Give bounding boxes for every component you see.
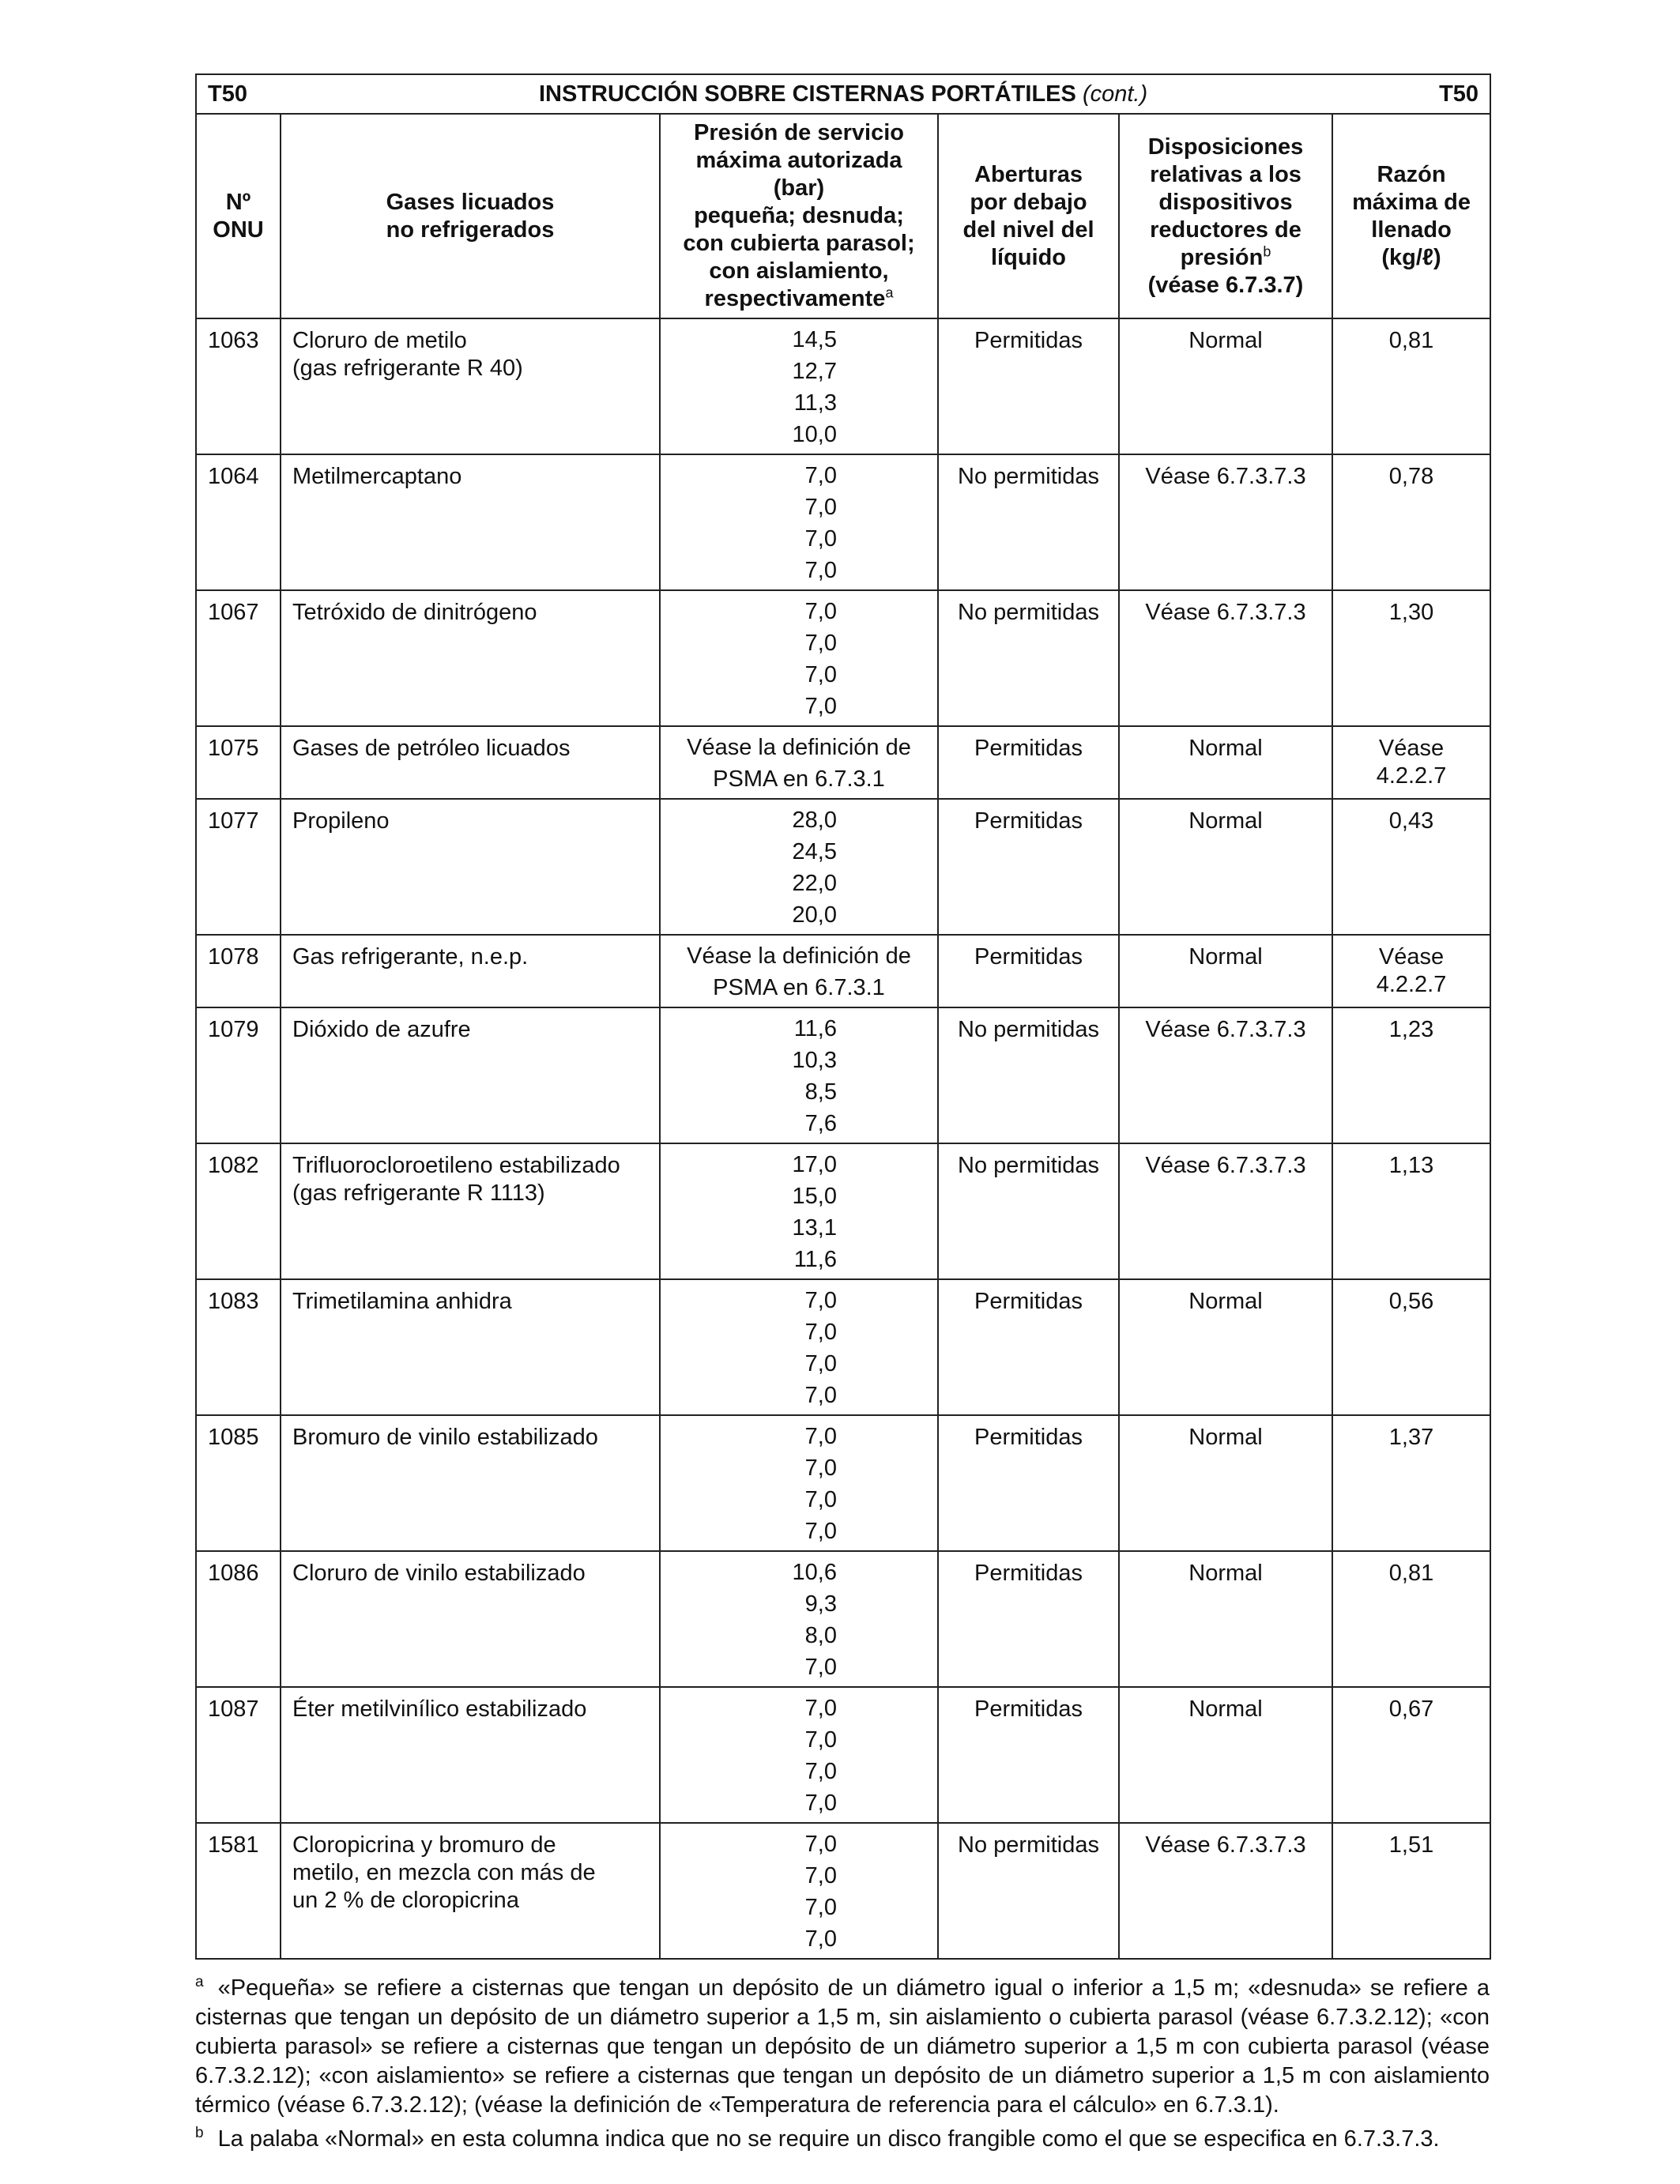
pressure-value: 7,0 [804, 1655, 837, 1680]
openings-cell [938, 1823, 1119, 1959]
table-row [196, 1279, 1490, 1415]
fill-ratio-cell [1332, 318, 1490, 454]
pressure-value: 7,0 [804, 1863, 837, 1888]
openings-value: No permitidas [958, 464, 1099, 489]
fill-ratio-value: Véase [1378, 736, 1445, 761]
openings-cell [938, 1007, 1119, 1143]
table-row [196, 1007, 1490, 1143]
pressure-note-line: Véase la definición de [687, 735, 911, 760]
openings-cell [938, 454, 1119, 590]
substance-name-line: Propileno [292, 808, 390, 834]
fill-ratio-value: 1,23 [1388, 1017, 1434, 1042]
pressure-cell [660, 1823, 938, 1959]
pressure-value: 20,0 [792, 902, 837, 928]
un-number: 1085 [208, 1425, 259, 1450]
pressure-cell [660, 590, 938, 726]
col-header-openings: Aberturas por debajo del nivel del líquido [938, 114, 1119, 318]
fill-ratio-cell [1332, 935, 1490, 1007]
pressure-value: 11,6 [793, 1247, 837, 1272]
un-number: 1086 [208, 1561, 259, 1586]
relief-cell [1119, 454, 1332, 590]
pressure-value: 7,0 [804, 631, 837, 656]
fill-ratio-cell [1332, 1823, 1490, 1959]
relief-value: Véase 6.7.3.7.3 [1145, 1017, 1306, 1042]
footnote-ref-a: a [885, 284, 894, 301]
relief-value: Véase 6.7.3.7.3 [1145, 1832, 1306, 1858]
pressure-value: 7,0 [804, 662, 837, 687]
pressure-note-line: Véase la definición de [687, 943, 911, 969]
un-number: 1082 [208, 1153, 259, 1178]
pressure-cell [660, 454, 938, 590]
un-number: 1078 [208, 944, 259, 970]
fill-ratio-value: 0,43 [1388, 808, 1434, 834]
document-page [195, 73, 1490, 2154]
pressure-cell [660, 1007, 938, 1143]
un-number-cell [196, 1007, 281, 1143]
pressure-value: 8,0 [804, 1623, 837, 1648]
substance-name-line: (gas refrigerante R 1113) [292, 1180, 545, 1206]
code-left: T50 [208, 81, 247, 107]
pressure-value: 9,3 [804, 1591, 837, 1617]
substance-name-line: Cloruro de metilo [292, 328, 467, 353]
substance-name-cell [281, 1007, 660, 1143]
un-number: 1581 [208, 1832, 259, 1858]
pressure-value: 7,0 [804, 463, 837, 488]
un-number: 1079 [208, 1017, 259, 1042]
substance-name-line: un 2 % de cloropicrina [292, 1888, 519, 1913]
openings-value: Permitidas [974, 1561, 1083, 1586]
substance-name-line: Trimetilamina anhidra [292, 1289, 512, 1314]
pressure-value: 7,0 [804, 1351, 837, 1376]
relief-value: Véase 6.7.3.7.3 [1145, 600, 1306, 625]
relief-cell [1119, 1823, 1332, 1959]
relief-value: Véase 6.7.3.7.3 [1145, 464, 1306, 489]
fill-ratio-cell [1332, 726, 1490, 799]
fill-ratio-value: 0,81 [1388, 1561, 1434, 1586]
fill-ratio-value: 0,67 [1388, 1696, 1434, 1722]
col-header-relief: Disposiciones relativas a los dispositivos reductores de presión$^b$ (véase 6.7.3.7) [1119, 114, 1332, 318]
fill-ratio-value: 4.2.2.7 [1376, 763, 1447, 789]
openings-value: Permitidas [974, 944, 1083, 970]
relief-value: Véase 6.7.3.7.3 [1145, 1153, 1306, 1178]
table-row [196, 1143, 1490, 1279]
pressure-cell [660, 1415, 938, 1551]
table-row [196, 726, 1490, 799]
table-row [196, 454, 1490, 590]
un-number-cell [196, 726, 281, 799]
footnote-ref-b: b [1263, 243, 1271, 259]
substance-name-line: Cloruro de vinilo estabilizado [292, 1561, 586, 1586]
relief-value: Normal [1188, 1561, 1263, 1586]
pressure-value: 7,0 [804, 1727, 837, 1753]
footnotes [195, 1974, 1490, 2154]
relief-value: Normal [1188, 1289, 1263, 1314]
substance-name-cell [281, 454, 660, 590]
relief-value: Normal [1188, 808, 1263, 834]
pressure-cell [660, 1279, 938, 1415]
table-row [196, 318, 1490, 454]
pressure-value: 7,0 [804, 1832, 837, 1857]
pressure-value: 7,0 [804, 1895, 837, 1920]
un-number-cell [196, 1823, 281, 1959]
table-row [196, 1415, 1490, 1551]
pressure-value: 15,0 [792, 1184, 837, 1209]
pressure-cell [660, 1687, 938, 1823]
pressure-value: 7,0 [804, 694, 837, 719]
pressure-value: 11,3 [793, 390, 837, 416]
pressure-cell [660, 1143, 938, 1279]
openings-value: No permitidas [958, 1017, 1099, 1042]
substance-name-line: Trifluorocloroetileno estabilizado [292, 1153, 620, 1178]
pressure-value: 7,0 [804, 1424, 837, 1449]
un-number-cell [196, 318, 281, 454]
openings-cell [938, 1415, 1119, 1551]
openings-value: Permitidas [974, 808, 1083, 834]
fill-ratio-value: 1,30 [1388, 600, 1434, 625]
pressure-value: 13,1 [792, 1215, 837, 1241]
substance-name-cell [281, 590, 660, 726]
fill-ratio-cell [1332, 590, 1490, 726]
title-suffix: (cont.) [1082, 81, 1148, 107]
pressure-note-line: PSMA en 6.7.3.1 [713, 766, 885, 792]
substance-name-cell [281, 1551, 660, 1687]
openings-value: No permitidas [958, 600, 1099, 625]
relief-cell [1119, 1687, 1332, 1823]
substance-name-cell [281, 726, 660, 799]
un-number: 1067 [208, 600, 259, 625]
col-header-un: Nº ONU [196, 114, 281, 318]
openings-cell [938, 799, 1119, 935]
relief-cell [1119, 1143, 1332, 1279]
fill-ratio-cell [1332, 454, 1490, 590]
table-title: INSTRUCCIÓN SOBRE CISTERNAS PORTÁTILES (cont.) [538, 81, 1148, 107]
col-header-pressure: Presión de servicio máxima autorizada (bar) pequeña; desnuda; con cubierta parasol; con aislamiento, respectivamente$^a$ [660, 114, 938, 318]
pressure-value: 24,5 [792, 839, 837, 864]
fill-ratio-value: 0,81 [1388, 328, 1434, 353]
footnote-text: «Pequeña» se refiere a cisternas que tengan un depósito de un diámetro igual o inferior a 1,5 m; «desnuda» se refiere a cisternas que tengan un depósito de un diámetro superior a 1,5 m, sin aislamiento o cubierta parasol (véase 6.7.3.2.12); «con cubierta parasol» se refiere a cisternas que tengan un depósito de un diámetro superior a 1,5 m con cubierta parasol (véase 6.7.3.2.12); «con aislamiento» se refiere a cisternas que tengan un depósito de un diámetro superior a 1,5 m con aislamiento térmico (véase 6.7.3.2.12); (véase la definición de «Temperatura de referencia para el cálculo» en 6.7.3.1). [195, 1975, 1490, 2118]
pressure-cell [660, 1551, 938, 1687]
col-header-name: Gases licuados no refrigerados [281, 114, 660, 318]
pressure-value: 17,0 [792, 1152, 837, 1177]
footnote-a [195, 1974, 1490, 2120]
fill-ratio-value: 1,13 [1388, 1153, 1434, 1178]
footnote-mark: a [195, 1974, 204, 1991]
fill-ratio-cell [1332, 1143, 1490, 1279]
pressure-cell [660, 726, 938, 799]
pressure-value: 7,0 [804, 1383, 837, 1408]
substance-name-cell [281, 1687, 660, 1823]
pressure-value: 7,0 [804, 495, 837, 520]
openings-cell [938, 1279, 1119, 1415]
fill-ratio-cell [1332, 1687, 1490, 1823]
substance-name-line: metilo, en mezcla con más de [292, 1860, 596, 1885]
fill-ratio-cell [1332, 1279, 1490, 1415]
relief-value: Normal [1188, 1425, 1263, 1450]
substance-name-cell [281, 935, 660, 1007]
openings-value: Permitidas [974, 1289, 1083, 1314]
pressure-value: 7,0 [804, 558, 837, 583]
cisternas-table [195, 73, 1491, 1960]
footnote-text: La palaba «Normal» en esta columna indica que no se require un disco frangible como el que se especifica en 6.7.3.7.3. [217, 2126, 1440, 2152]
code-right: T50 [1439, 81, 1479, 107]
substance-name-cell [281, 1279, 660, 1415]
pressure-value: 7,0 [804, 1759, 837, 1784]
substance-name-line: Tetróxido de dinitrógeno [292, 600, 537, 625]
pressure-value: 10,6 [792, 1560, 837, 1585]
footnote-b [195, 2125, 1490, 2154]
un-number: 1075 [208, 736, 259, 761]
pressure-value: 7,0 [804, 1487, 837, 1512]
openings-value: Permitidas [974, 1425, 1083, 1450]
openings-value: Permitidas [974, 1696, 1083, 1722]
table-row [196, 1687, 1490, 1823]
pressure-value: 28,0 [792, 808, 837, 833]
table-row [196, 1823, 1490, 1959]
relief-value: Normal [1188, 736, 1263, 761]
un-number-cell [196, 1279, 281, 1415]
openings-value: Permitidas [974, 736, 1083, 761]
table-body [196, 318, 1490, 1959]
substance-name-cell [281, 318, 660, 454]
un-number: 1077 [208, 808, 259, 834]
un-number-cell [196, 935, 281, 1007]
substance-name-line: Gas refrigerante, n.e.p. [292, 944, 529, 970]
pressure-note-line: PSMA en 6.7.3.1 [713, 975, 885, 1000]
fill-ratio-cell [1332, 1007, 1490, 1143]
pressure-value: 8,5 [804, 1079, 837, 1105]
un-number-cell [196, 799, 281, 935]
un-number: 1087 [208, 1696, 259, 1722]
substance-name-line: Dióxido de azufre [292, 1017, 471, 1042]
fill-ratio-value: 1,51 [1388, 1832, 1434, 1858]
substance-name-line: Cloropicrina y bromuro de [292, 1832, 556, 1858]
pressure-value: 12,7 [792, 359, 837, 384]
relief-cell [1119, 1415, 1332, 1551]
pressure-value: 7,0 [804, 1696, 837, 1721]
fill-ratio-value: 0,56 [1388, 1289, 1434, 1314]
footnote-mark: b [195, 2125, 204, 2142]
openings-cell [938, 590, 1119, 726]
substance-name-line: Gases de petróleo licuados [292, 736, 571, 761]
relief-cell [1119, 590, 1332, 726]
fill-ratio-value: 1,37 [1388, 1425, 1434, 1450]
un-number-cell [196, 1143, 281, 1279]
relief-cell [1119, 726, 1332, 799]
fill-ratio-value: Véase [1378, 944, 1445, 970]
table-row [196, 799, 1490, 935]
pressure-value: 7,0 [804, 1519, 837, 1544]
substance-name-cell [281, 1823, 660, 1959]
pressure-cell [660, 935, 938, 1007]
openings-cell [938, 1551, 1119, 1687]
un-number-cell [196, 454, 281, 590]
fill-ratio-value: 4.2.2.7 [1376, 972, 1447, 997]
column-header-row [196, 114, 1490, 318]
pressure-cell [660, 318, 938, 454]
pressure-value: 7,0 [804, 1791, 837, 1816]
table-row [196, 935, 1490, 1007]
relief-value: Normal [1188, 328, 1263, 353]
relief-cell [1119, 935, 1332, 1007]
un-number: 1083 [208, 1289, 259, 1314]
un-number-cell [196, 1415, 281, 1551]
relief-cell [1119, 1007, 1332, 1143]
table-title-row [196, 74, 1490, 114]
openings-cell [938, 1687, 1119, 1823]
openings-cell [938, 318, 1119, 454]
pressure-value: 7,0 [804, 1288, 837, 1313]
pressure-value: 7,0 [804, 526, 837, 552]
fill-ratio-value: 0,78 [1388, 464, 1434, 489]
table-row [196, 590, 1490, 726]
un-number: 1063 [208, 328, 259, 353]
openings-value: No permitidas [958, 1153, 1099, 1178]
pressure-cell [660, 799, 938, 935]
fill-ratio-cell [1332, 1551, 1490, 1687]
relief-cell [1119, 799, 1332, 935]
un-number-cell [196, 1687, 281, 1823]
pressure-value: 10,0 [792, 422, 837, 447]
openings-value: Permitidas [974, 328, 1083, 353]
relief-cell [1119, 1279, 1332, 1415]
pressure-value: 14,5 [792, 327, 837, 352]
pressure-value: 7,0 [804, 1455, 837, 1481]
pressure-value: 10,3 [792, 1048, 837, 1073]
openings-cell [938, 726, 1119, 799]
un-number-cell [196, 1551, 281, 1687]
substance-name-cell [281, 1143, 660, 1279]
col-header-ratio: Razón máxima de llenado (kg/ℓ) [1332, 114, 1490, 318]
pressure-value: 7,0 [804, 599, 837, 624]
pressure-value: 11,6 [793, 1016, 837, 1041]
un-number: 1064 [208, 464, 259, 489]
fill-ratio-cell [1332, 799, 1490, 935]
openings-cell [938, 1143, 1119, 1279]
un-number-cell [196, 590, 281, 726]
substance-name-line: Bromuro de vinilo estabilizado [292, 1425, 598, 1450]
pressure-value: 7,0 [804, 1320, 837, 1345]
table-row [196, 1551, 1490, 1687]
substance-name-cell [281, 799, 660, 935]
substance-name-cell [281, 1415, 660, 1551]
substance-name-line: Éter metilvinílico estabilizado [292, 1696, 587, 1722]
pressure-value: 7,0 [804, 1926, 837, 1952]
pressure-value: 22,0 [792, 871, 837, 896]
relief-value: Normal [1188, 944, 1263, 970]
pressure-value: 7,6 [804, 1111, 837, 1136]
openings-cell [938, 935, 1119, 1007]
fill-ratio-cell [1332, 1415, 1490, 1551]
relief-value: Normal [1188, 1696, 1263, 1722]
substance-name-line: (gas refrigerante R 40) [292, 356, 523, 381]
substance-name-line: Metilmercaptano [292, 464, 462, 489]
relief-cell [1119, 1551, 1332, 1687]
relief-cell [1119, 318, 1332, 454]
openings-value: No permitidas [958, 1832, 1099, 1858]
